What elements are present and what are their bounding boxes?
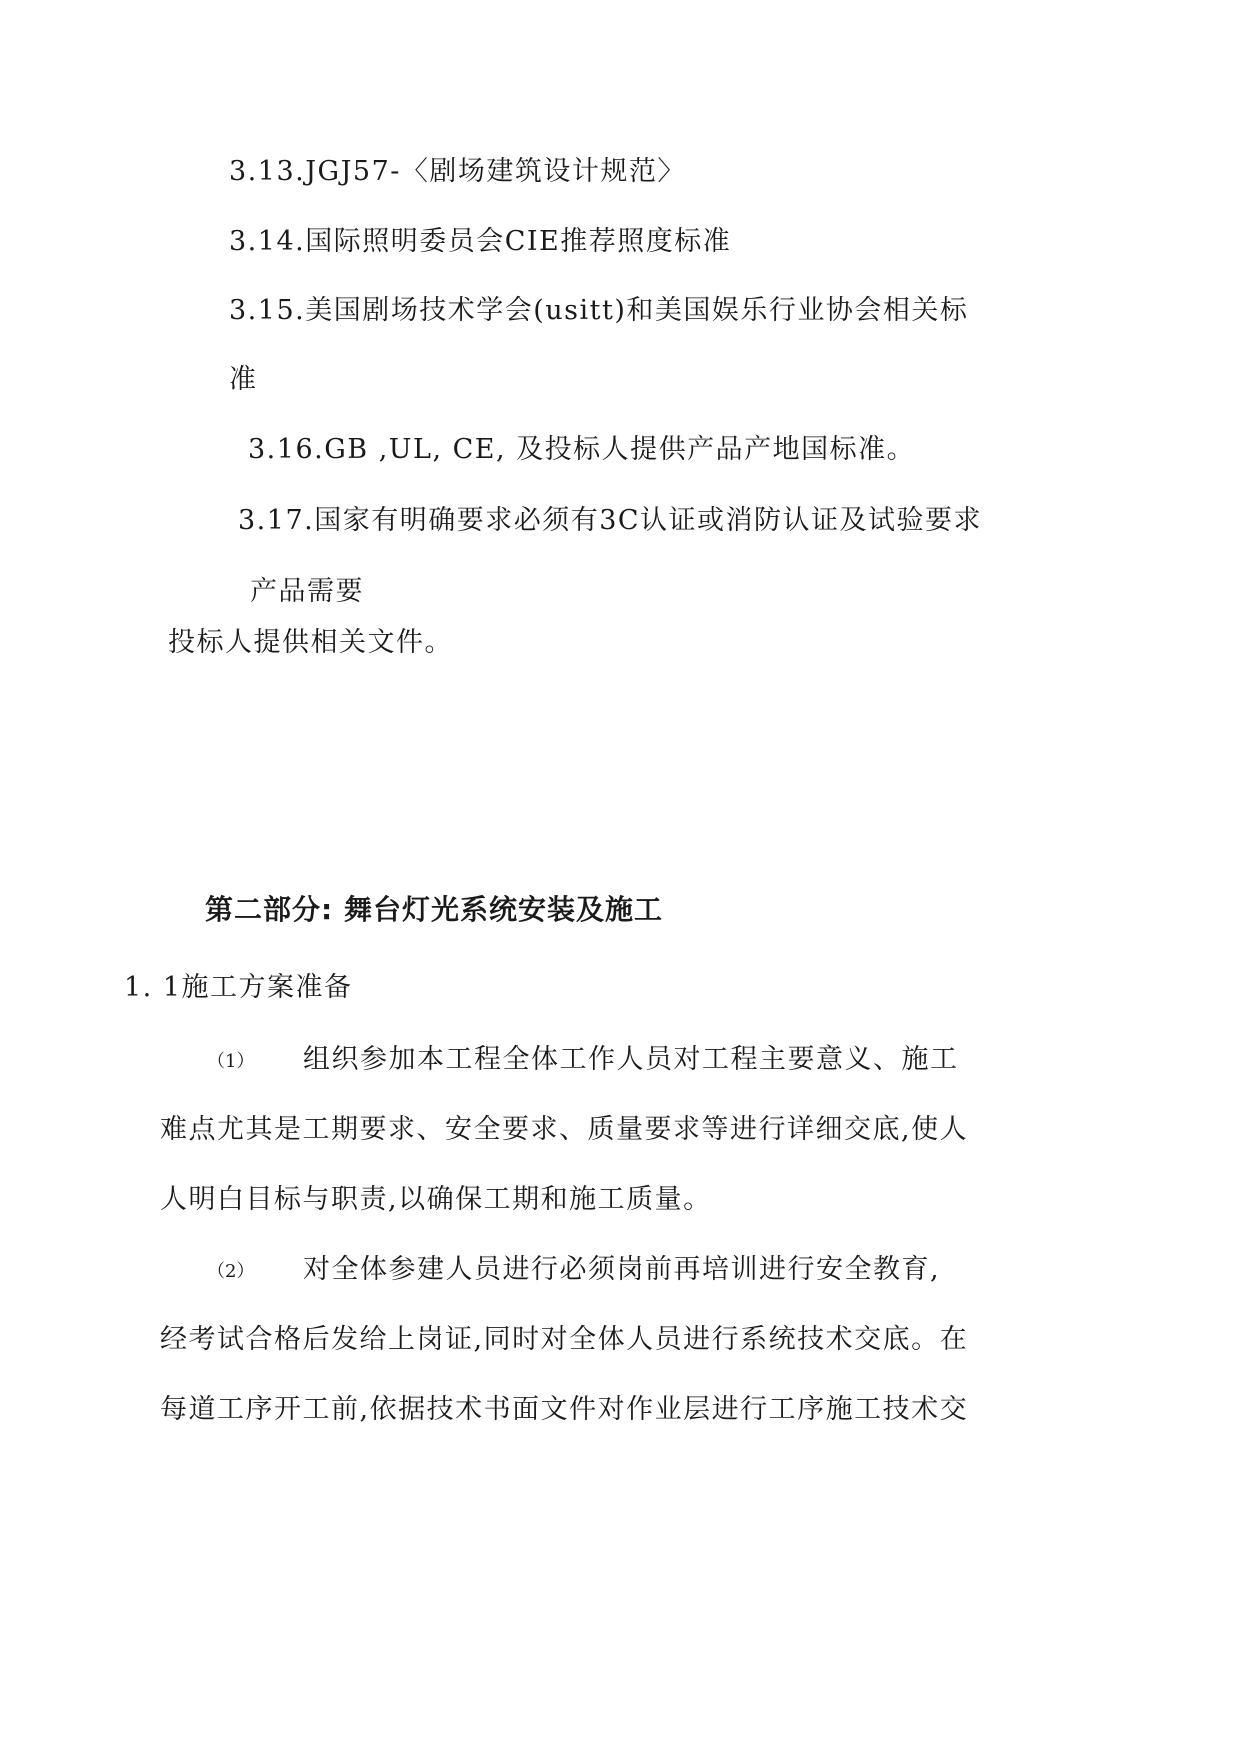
subsection-heading: 1. 1施工方案准备 xyxy=(124,972,353,1003)
standard-item-3-15-continued: 准 xyxy=(229,364,258,395)
standard-item-3-15: 3.15.美国剧场技术学会(usitt)和美国娱乐行业协会相关标 xyxy=(229,295,969,326)
paragraph-2-line-2: 经考试合格后发给上岗证,同时对全体人员进行系统技术交底。在 xyxy=(160,1324,969,1355)
paragraph-1-line-2: 难点尤其是工期要求、安全要求、质量要求等进行详细交底,使人 xyxy=(160,1114,969,1145)
section-heading: 第二部分: 舞台灯光系统安装及施工 xyxy=(205,893,663,926)
standard-item-3-13: 3.13.JGJ57-〈剧场建筑设计规范〉 xyxy=(229,156,686,187)
paragraph-2-line-1: 对全体参建人员进行必须岗前再培训进行安全教育, xyxy=(303,1254,941,1285)
standard-item-3-17: 3.17.国家有明确要求必须有3C认证或消防认证及试验要求 xyxy=(238,505,983,536)
standard-item-3-17-continued: 产品需要 xyxy=(250,576,364,607)
paragraph-1-line-1: 组织参加本工程全体工作人员对工程主要意义、施工 xyxy=(303,1044,959,1075)
paragraph-marker-1: （1） xyxy=(207,1051,255,1072)
paragraph-2-line-3: 每道工序开工前,依据技术书面文件对作业层进行工序施工技术交 xyxy=(160,1394,969,1425)
paragraph-marker-2: （2） xyxy=(207,1261,255,1282)
standard-item-3-16: 3.16.GB ,UL, CE, 及投标人提供产品产地国标准。 xyxy=(248,434,916,465)
standard-item-3-14: 3.14.国际照明委员会CIE推荐照度标准 xyxy=(229,226,732,257)
paragraph-1-line-3: 人明白目标与职责,以确保工期和施工质量。 xyxy=(160,1184,712,1215)
standard-item-3-17-continued-2: 投标人提供相关文件。 xyxy=(168,627,453,658)
